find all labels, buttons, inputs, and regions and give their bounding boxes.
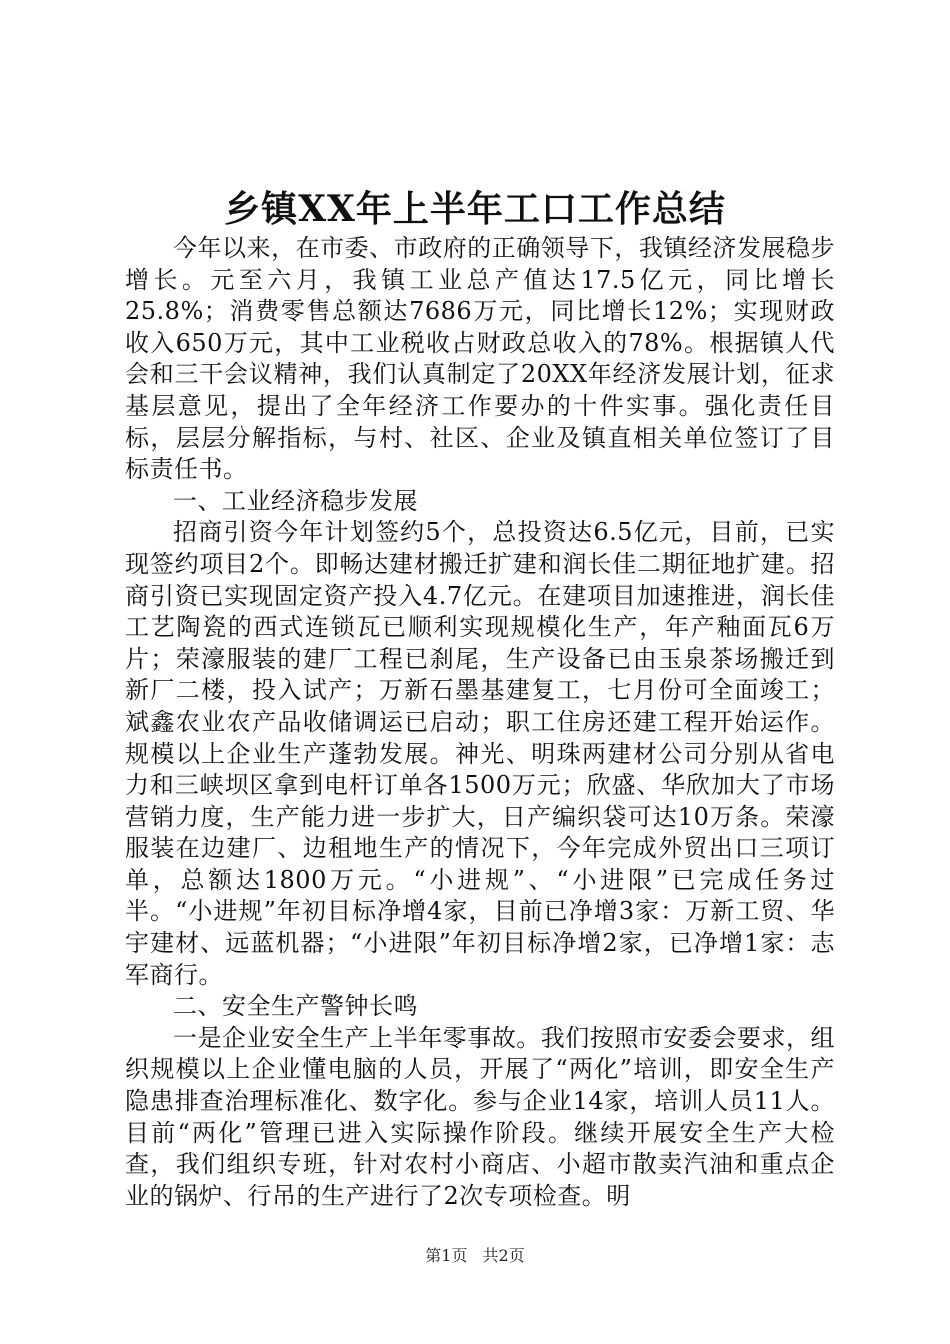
section-heading-safety: 二、安全生产警钟长鸣 <box>173 992 418 1021</box>
document-body <box>125 233 835 1212</box>
section-heading-industry: 一、工业经济稳步发展 <box>173 486 418 515</box>
intro-paragraph: 今年以来，在市委、市政府的正确领导下，我镇经济发展稳步增长。元至六月，我镇工业总产值达17.5亿元，同比增长25.8%；消费零售总额达7686万元，同比增长12%；实现财政收入650万元，其中工业税收占财政总收入的78%。根据镇人代会和三干会议精神，我们认真制定了20XX年经济发展计划，征求基层意见，提出了全年经济工作要办的十件实事。强化责任目标，层层分解指标，与村、社区、企业及镇直相关单位签订了目标责任书。 <box>125 234 835 484</box>
industry-paragraph: 招商引资今年计划签约5个，总投资达6.5亿元，目前，已实现签约项目2个。即畅达建材搬迁扩建和润长佳二期征地扩建。招商引资已实现固定资产投入4.7亿元。在建项目加速推进，润长佳工艺陶瓷的西式连锁瓦已顺利实现规模化生产，年产釉面瓦6万片；荣濠服装的建厂工程已刹尾，生产设备已由玉泉茶场搬迁到新厂二楼，投入试产；万新石墨基建复工，七月份可全面竣工；斌鑫农业农产品收储调运已启动；职工住房还建工程开始运作。规模以上企业生产蓬勃发展。神光、明珠两建材公司分别从省电力和三峡坝区拿到电杆订单各1500万元；欣盛、华欣加大了市场营销力度，生产能力进一步扩大，日产编织袋可达10万条。荣濠服装在边建厂、边租地生产的情况下，今年完成外贸出口三项订单，总额达1800万元。“小进规”、“小进限”已完成任务过半。“小进规”年初目标净增4家，目前已净增3家：万新工贸、华宇建材、远蓝机器；“小进限”年初目标净增2家，已净增1家：志军商行。 <box>125 518 835 989</box>
page-number: 第1页 <box>425 1246 468 1265</box>
safety-paragraph: 一是企业安全生产上半年零事故。我们按照市安委会要求，组织规模以上企业懂电脑的人员，开展了“两化”培训，即安全生产隐患排查治理标准化、数字化。参与企业14家，培训人员11人。目前“两化”管理已进入实际操作阶段。继续开展安全生产大检查，我们组织专班，针对农村小商店、小超市散卖汽油和重点企业的锅炉、行吊的生产进行了2次专项检查。明 <box>125 1023 835 1210</box>
page-total: 共2页 <box>482 1246 525 1265</box>
document-title: 乡镇XX年上半年工口工作总结 <box>224 188 726 230</box>
page-footer <box>0 1245 950 1267</box>
